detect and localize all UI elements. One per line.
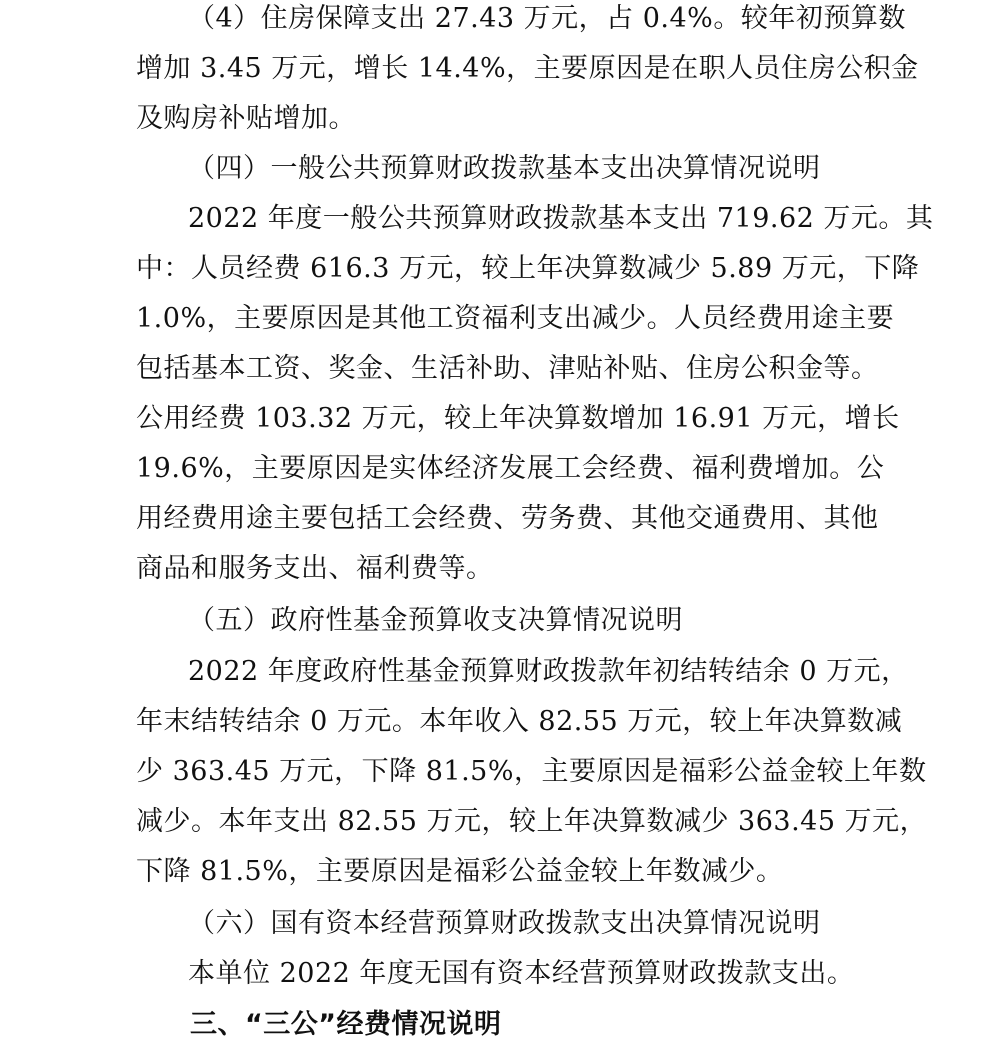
section-heading: （六）国有资本经营预算财政拨款支出决算情况说明 [188,908,821,939]
section-heading: （五）政府性基金预算收支决算情况说明 [188,605,683,636]
paragraph-line: 年末结转结余 0 万元。本年收入 82.55 万元，较上年决算数减 [136,706,903,737]
paragraph-line: 19.6%，主要原因是实体经济发展工会经费、福利费增加。公 [136,453,885,484]
chapter-heading: 三、“三公”经费情况说明 [190,1009,502,1040]
paragraph-line: 用经费用途主要包括工会经费、劳务费、其他交通费用、其他 [136,503,879,534]
paragraph-line: 及购房补贴增加。 [136,103,356,134]
paragraph-line: 减少。本年支出 82.55 万元，较上年决算数减少 363.45 万元， [136,806,928,837]
paragraph-line: 本单位 2022 年度无国有资本经营预算财政拨款支出。 [188,958,855,989]
paragraph-line: 2022 年度一般公共预算财政拨款基本支出 719.62 万元。其 [188,203,934,234]
paragraph-line: 下降 81.5%，主要原因是福彩公益金较上年数减少。 [136,856,784,887]
paragraph-line: 包括基本工资、奖金、生活补助、津贴补贴、住房公积金等。 [136,353,879,384]
paragraph-line: 中：人员经费 616.3 万元，较上年决算数减少 5.89 万元，下降 [136,253,920,284]
section-heading: （四）一般公共预算财政拨款基本支出决算情况说明 [188,153,821,184]
paragraph-line: 商品和服务支出、福利费等。 [136,553,494,584]
paragraph-line: 公用经费 103.32 万元，较上年决算数增加 16.91 万元，增长 [136,403,900,434]
paragraph-line: （4）住房保障支出 27.43 万元，占 0.4%。较年初预算数 [188,3,906,34]
paragraph-line: 2022 年度政府性基金预算财政拨款年初结转结余 0 万元， [188,656,909,687]
paragraph-line: 增加 3.45 万元，增长 14.4%，主要原因是在职人员住房公积金 [136,53,919,84]
paragraph-line: 少 363.45 万元，下降 81.5%，主要原因是福彩公益金较上年数 [136,756,927,787]
paragraph-line: 1.0%，主要原因是其他工资福利支出减少。人员经费用途主要 [136,303,895,334]
